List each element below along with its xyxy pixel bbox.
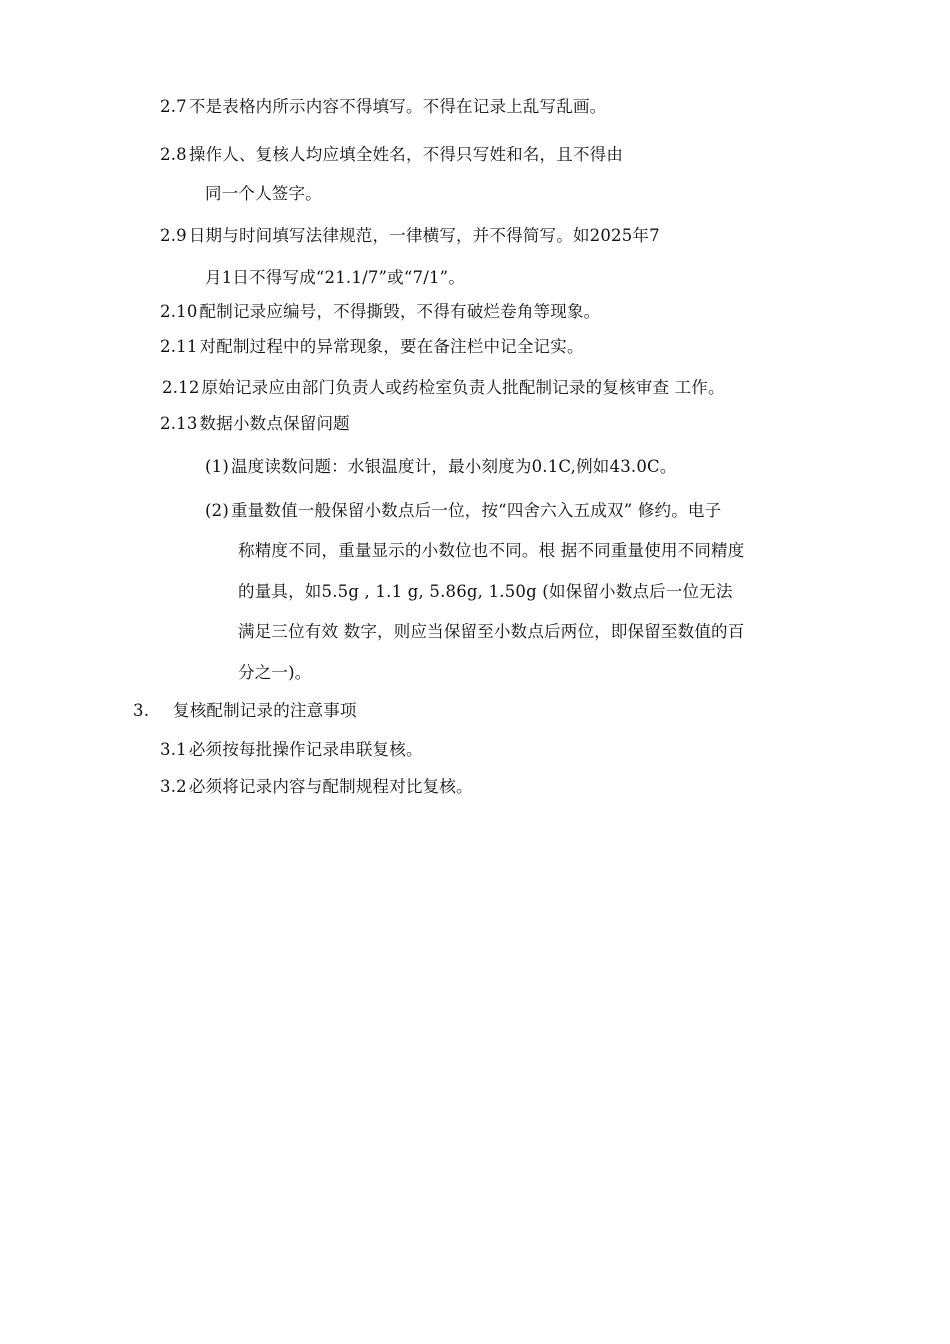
item-number: 2.10 [160, 302, 198, 321]
item-number: (1) [205, 457, 229, 476]
section-title: 复核配制记录的注意事项 [173, 701, 357, 720]
section-3-heading [133, 700, 357, 722]
item-2-9 [160, 225, 660, 247]
item-text: 温度读数问题：水银温度计，最小刻度为0.1C,例如43.0C。 [230, 457, 677, 476]
item-text: 分之一)。 [238, 663, 312, 682]
item-text: 必须将记录内容与配制规程对比复核。 [188, 777, 473, 796]
item-number: 2.9 [160, 226, 187, 245]
item-2-11 [160, 336, 584, 358]
item-text: 重量数值一般保留小数点后一位，按“四舍六入五成双” 修约。电子 [230, 501, 722, 520]
item-3-1 [160, 739, 423, 761]
sub-item-2-continued [238, 540, 744, 562]
sub-item-2 [205, 500, 721, 522]
item-2-12 [162, 377, 725, 399]
sub-item-2-continued [238, 621, 744, 643]
item-number: 2.7 [160, 97, 187, 116]
item-number: 2.12 [162, 378, 200, 397]
item-text: 操作人、复核人均应填全姓名，不得只写姓和名，且不得由 [188, 145, 624, 164]
item-2-8 [160, 144, 623, 166]
item-text: 对配制过程中的异常现象，要在备注栏中记全记实。 [199, 337, 584, 356]
item-2-13 [160, 413, 350, 435]
item-text: 数据小数点保留问题 [199, 414, 350, 433]
item-number: (2) [205, 501, 229, 520]
item-number: 3.2 [160, 777, 187, 796]
item-text: 的量具，如5.5g , 1.1 g, 5.86g, 1.50g (如保留小数点后一位无法 [238, 582, 733, 601]
item-text: 原始记录应由部门负责人或药检室负责人批配制记录的复核审查 工作。 [201, 378, 725, 397]
item-text: 月1日不得写成“21.1/7”或“7/1”。 [205, 268, 465, 287]
item-text: 日期与时间填写法律规范，一律横写，并不得简写。如2025年7 [188, 226, 660, 245]
item-number: 2.8 [160, 145, 187, 164]
item-number: 2.11 [160, 337, 198, 356]
item-2-9-continued [205, 267, 465, 289]
item-3-2 [160, 776, 473, 798]
sub-item-2-continued [238, 662, 311, 684]
item-2-10 [160, 301, 600, 323]
item-2-7 [160, 96, 606, 118]
sub-item-1 [205, 456, 677, 478]
item-text: 配制记录应编号，不得撕毁，不得有破烂卷角等现象。 [199, 302, 601, 321]
item-2-8-continued [205, 183, 322, 205]
item-number: 3.1 [160, 740, 187, 759]
sub-item-2-continued [238, 581, 733, 603]
item-text: 同一个人签字。 [205, 184, 322, 203]
item-text: 必须按每批操作记录串联复核。 [188, 740, 423, 759]
item-text: 不是表格内所示内容不得填写。不得在记录上乱写乱画。 [188, 97, 607, 116]
item-number: 2.13 [160, 414, 198, 433]
item-text: 称精度不同，重量显示的小数位也不同。根 据不同重量使用不同精度 [238, 541, 745, 560]
item-text: 满足三位有效 数字，则应当保留至小数点后两位，即保留至数值的百 [238, 622, 745, 641]
section-number: 3. [133, 701, 150, 720]
